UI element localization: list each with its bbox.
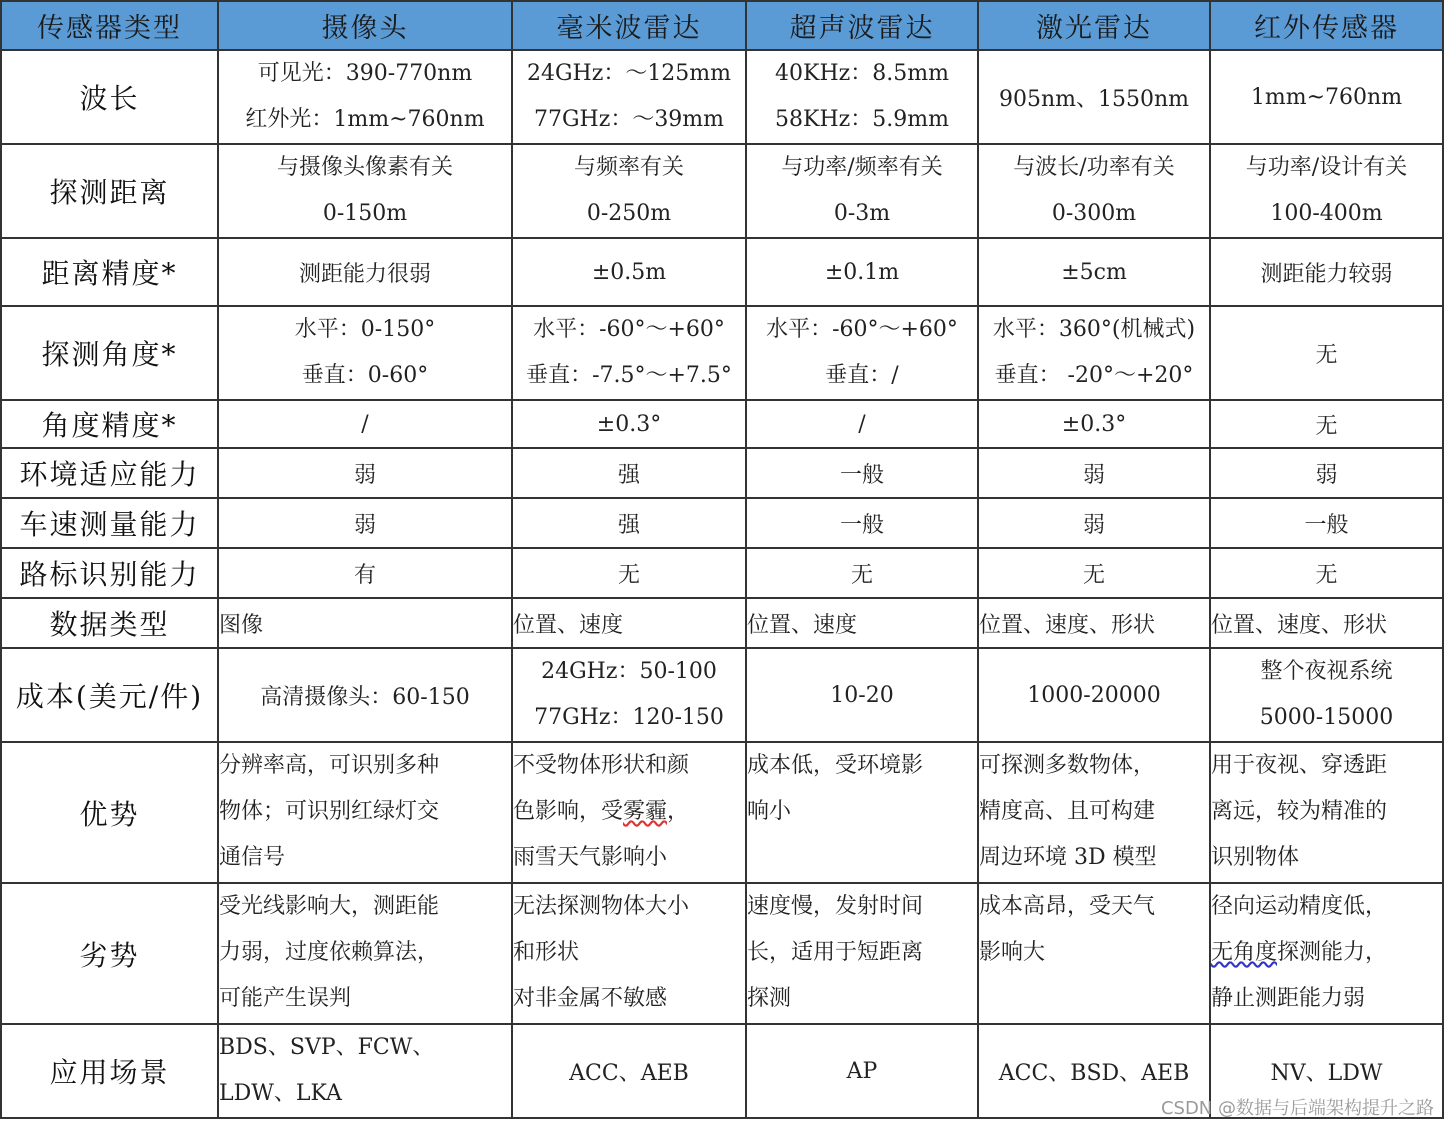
table-cell (512, 648, 746, 742)
cell-line: 可探测多数物体， (979, 753, 1156, 778)
table-cell: 位置、速度、形状 (978, 598, 1210, 648)
cell-line: 成本低，受环境影 (747, 753, 924, 778)
cell-line: 无法探测物体大小 (513, 894, 690, 919)
row-label: 角度精度* (1, 400, 218, 448)
table-row (1, 648, 1443, 742)
cell-line: 与功率/频率有关 (781, 155, 943, 180)
cell-line: 识别物体 (1211, 845, 1300, 870)
cell-line: 红外光：1mm~760nm (245, 107, 485, 132)
cell-line: 垂直：-7.5°～+7.5° (526, 363, 732, 388)
table-cell (218, 144, 512, 238)
table-cell: 10-20 (746, 648, 978, 742)
table-row (1, 548, 1443, 598)
table-cell: ±0.5m (512, 238, 746, 306)
table-cell: 一般 (746, 448, 978, 498)
table-cell (1210, 742, 1443, 883)
cell-line: 0-250m (586, 201, 672, 226)
table-row (1, 400, 1443, 448)
table-cell: 弱 (1210, 448, 1443, 498)
spellcheck-underlined-text: 雾霾 (623, 799, 668, 824)
cell-line: 对非金属不敏感 (513, 986, 668, 1011)
row-label: 距离精度* (1, 238, 218, 306)
cell-line: 水平：-60°～+60° (533, 317, 725, 342)
cell-line: 与频率有关 (573, 155, 684, 180)
table-cell (1210, 648, 1443, 742)
table-cell (746, 742, 978, 883)
table-cell (746, 50, 978, 144)
cell-line: 垂直：0-60° (301, 363, 429, 388)
table-cell: 图像 (218, 598, 512, 648)
table-cell: 一般 (1210, 498, 1443, 548)
table-cell: 弱 (978, 498, 1210, 548)
row-label: 成本(美元/件) (1, 648, 218, 742)
table-cell (978, 306, 1210, 400)
cell-line: 与功率/设计有关 (1245, 155, 1408, 180)
row-label: 波长 (1, 50, 218, 144)
table-cell: 无 (1210, 306, 1443, 400)
table-cell: 弱 (218, 448, 512, 498)
table-cell: ±0.1m (746, 238, 978, 306)
table-cell (978, 742, 1210, 883)
cell-line: 影响大 (979, 940, 1046, 965)
cell-line: 力弱，过度依赖算法， (219, 940, 440, 965)
table-cell: / (746, 400, 978, 448)
cell-line: 24GHz：～125mm (526, 61, 732, 86)
cell-line: 垂直： -20°～+20° (994, 363, 1194, 388)
cell-line: 与波长/功率有关 (1013, 155, 1175, 180)
text-run: 色影响，受 (513, 799, 624, 824)
table-row (1, 498, 1443, 548)
table-row (1, 883, 1443, 1024)
table-cell: 无 (1210, 400, 1443, 448)
cell-line: 0-150m (322, 201, 408, 226)
row-label: 车速测量能力 (1, 498, 218, 548)
cell-line: 0-3m (833, 201, 891, 226)
table-cell: ±0.3° (512, 400, 746, 448)
cell-line: 77GHz：120-150 (534, 705, 724, 730)
cell-line: 不受物体形状和颜 (513, 753, 690, 778)
cell-line: 分辨率高，可识别多种 (219, 753, 440, 778)
cell-line: 水平：360°(机械式) (992, 317, 1196, 342)
cell-line: 响小 (747, 799, 792, 824)
table-cell (978, 144, 1210, 238)
table-cell (218, 742, 512, 883)
table-cell: / (218, 400, 512, 448)
table-cell (512, 883, 746, 1024)
row-label: 应用场景 (1, 1024, 218, 1118)
cell-line: 周边环境 3D 模型 (979, 845, 1157, 870)
table-cell (746, 144, 978, 238)
header-row (1, 1, 1443, 50)
cell-line: 0-300m (1051, 201, 1137, 226)
table-cell: 1000-20000 (978, 648, 1210, 742)
header-infrared-sensor: 红外传感器 (1210, 1, 1443, 50)
cell-line: 垂直：/ (825, 363, 899, 388)
table-cell: 测距能力较弱 (1210, 238, 1443, 306)
table-cell (746, 883, 978, 1024)
cell-line: 77GHz：～39mm (533, 107, 725, 132)
header-lidar: 激光雷达 (978, 1, 1210, 50)
table-cell: NV、LDW (1210, 1024, 1443, 1118)
row-label: 劣势 (1, 883, 218, 1024)
table-cell (218, 1024, 512, 1118)
cell-line: 24GHz：50-100 (541, 659, 717, 684)
cell-line: 与摄像头像素有关 (276, 155, 453, 180)
table-cell (218, 883, 512, 1024)
cell-line: 精度高、且可构建 (979, 799, 1156, 824)
spellcheck-underlined-text: 无角度 (1211, 940, 1278, 965)
table-cell: 1mm~760nm (1210, 50, 1443, 144)
cell-line: 整个夜视系统 (1260, 659, 1393, 684)
table-cell: 强 (512, 448, 746, 498)
table-cell: ±0.3° (978, 400, 1210, 448)
row-label: 路标识别能力 (1, 548, 218, 598)
cell-line: 5000-15000 (1259, 705, 1394, 730)
table-cell (1210, 883, 1443, 1024)
table-cell: 弱 (978, 448, 1210, 498)
cell-line (1211, 930, 1442, 976)
table-cell: 一般 (746, 498, 978, 548)
table-cell: AP (746, 1024, 978, 1118)
cell-line: 探测 (747, 986, 792, 1011)
table-cell: 无 (512, 548, 746, 598)
table-cell: 位置、速度 (746, 598, 978, 648)
table-row (1, 598, 1443, 648)
cell-line (513, 789, 745, 835)
cell-line: 用于夜视、穿透距 (1211, 753, 1388, 778)
table-cell: 有 (218, 548, 512, 598)
header-mmwave-radar: 毫米波雷达 (512, 1, 746, 50)
cell-line: 可见光：390-770nm (257, 61, 473, 86)
table-cell: 位置、速度 (512, 598, 746, 648)
table-cell (1210, 144, 1443, 238)
table-row (1, 50, 1443, 144)
table-cell (218, 306, 512, 400)
table-cell (512, 144, 746, 238)
cell-line: 水平：0-150° (294, 317, 436, 342)
row-label: 探测距离 (1, 144, 218, 238)
row-label: 优势 (1, 742, 218, 883)
cell-line: 静止测距能力弱 (1211, 986, 1366, 1011)
table-cell: 无 (746, 548, 978, 598)
text-run: ， (667, 799, 690, 824)
header-ultrasonic-radar: 超声波雷达 (746, 1, 978, 50)
table-cell: ACC、AEB (512, 1024, 746, 1118)
cell-line: 58KHz：5.9mm (775, 107, 949, 132)
table-cell: ACC、BSD、AEB (978, 1024, 1210, 1118)
table-cell (512, 742, 746, 883)
watermark: CSDN @数据与后端架构提升之路 (1160, 1098, 1434, 1119)
table-cell (746, 306, 978, 400)
table-cell: 905nm、1550nm (978, 50, 1210, 144)
cell-line: 雨雪天气影响小 (513, 845, 668, 870)
row-label: 数据类型 (1, 598, 218, 648)
table-row (1, 144, 1443, 238)
table-cell: 无 (978, 548, 1210, 598)
table-cell: 位置、速度、形状 (1210, 598, 1443, 648)
cell-line: 离远，较为精准的 (1211, 799, 1388, 824)
cell-line: 物体；可识别红绿灯交 (219, 799, 440, 824)
table-row (1, 448, 1443, 498)
table-cell: 高清摄像头：60-150 (218, 648, 512, 742)
table-cell: 强 (512, 498, 746, 548)
row-label: 环境适应能力 (1, 448, 218, 498)
table-cell (512, 306, 746, 400)
table-cell: ±5cm (978, 238, 1210, 306)
cell-line: 通信号 (219, 845, 286, 870)
header-camera: 摄像头 (218, 1, 512, 50)
cell-line: 速度慢，发射时间 (747, 894, 924, 919)
table-row (1, 238, 1443, 306)
cell-line: 水平：-60°～+60° (766, 317, 958, 342)
text-run: 探测能力， (1277, 940, 1388, 965)
cell-line: BDS、SVP、FCW、 (219, 1035, 435, 1060)
table-cell: 弱 (218, 498, 512, 548)
cell-line: 可能产生误判 (219, 986, 352, 1011)
table-row (1, 742, 1443, 883)
cell-line: 受光线影响大，测距能 (219, 894, 440, 919)
table-cell (218, 50, 512, 144)
cell-line: 成本高昂，受天气 (979, 894, 1156, 919)
table-cell: 测距能力很弱 (218, 238, 512, 306)
table-row (1, 306, 1443, 400)
cell-line: 和形状 (513, 940, 580, 965)
cell-line: 长，适用于短距离 (747, 940, 924, 965)
cell-line: LDW、LKA (219, 1081, 342, 1106)
row-label: 探测角度* (1, 306, 218, 400)
cell-line: 径向运动精度低， (1211, 894, 1388, 919)
table-cell (512, 50, 746, 144)
header-sensor-type: 传感器类型 (1, 1, 218, 50)
cell-line: 100-400m (1270, 201, 1383, 226)
table-cell (978, 883, 1210, 1024)
cell-line: 40KHz：8.5mm (775, 61, 949, 86)
table-cell: 无 (1210, 548, 1443, 598)
